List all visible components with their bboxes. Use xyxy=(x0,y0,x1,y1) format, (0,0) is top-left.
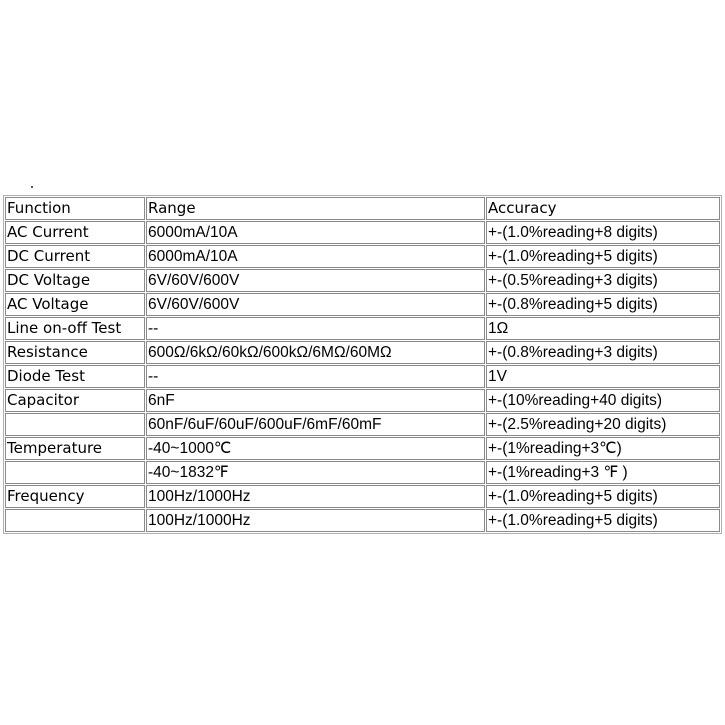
table-row xyxy=(5,317,720,340)
table-row xyxy=(5,413,720,436)
cell-accuracy: +-(1.0%reading+5 digits) xyxy=(486,485,720,508)
cell-accuracy: +-(1.0%reading+5 digits) xyxy=(486,245,720,268)
cell-accuracy: +-(0.8%reading+3 digits) xyxy=(486,341,720,364)
cell-range: 6V/60V/600V xyxy=(146,269,485,292)
cell-accuracy: 1Ω xyxy=(486,317,720,340)
table-body xyxy=(5,197,720,532)
specification-table xyxy=(3,195,722,534)
cell-range: -40~1000℃ xyxy=(146,437,485,460)
header-function: Function xyxy=(5,197,145,220)
table-row xyxy=(5,245,720,268)
table-row xyxy=(5,221,720,244)
cell-accuracy: +-(1%reading+3℃) xyxy=(486,437,720,460)
header-accuracy: Accuracy xyxy=(486,197,720,220)
cell-range: 6000mA/10A xyxy=(146,221,485,244)
table-row xyxy=(5,461,720,484)
cell-range: 100Hz/1000Hz xyxy=(146,509,485,532)
cell-range: -- xyxy=(146,365,485,388)
table-row xyxy=(5,269,720,292)
cell-range: 6000mA/10A xyxy=(146,245,485,268)
cell-accuracy: +-(1.0%reading+8 digits) xyxy=(486,221,720,244)
cell-function: DC Voltage xyxy=(5,269,145,292)
cell-range: 60nF/6uF/60uF/600uF/6mF/60mF xyxy=(146,413,485,436)
cell-function: Temperature xyxy=(5,437,145,460)
table-row xyxy=(5,485,720,508)
stray-dot xyxy=(31,186,33,188)
cell-range: -- xyxy=(146,317,485,340)
cell-function: AC Current xyxy=(5,221,145,244)
cell-accuracy: +-(0.8%reading+5 digits) xyxy=(486,293,720,316)
header-range: Range xyxy=(146,197,485,220)
table-row xyxy=(5,293,720,316)
cell-function: DC Current xyxy=(5,245,145,268)
cell-accuracy: +-(0.5%reading+3 digits) xyxy=(486,269,720,292)
cell-function: AC Voltage xyxy=(5,293,145,316)
cell-function: Resistance xyxy=(5,341,145,364)
cell-function xyxy=(5,461,145,484)
cell-accuracy: +-(2.5%reading+20 digits) xyxy=(486,413,720,436)
table-row xyxy=(5,437,720,460)
cell-accuracy: +-(1.0%reading+5 digits) xyxy=(486,509,720,532)
cell-function: Frequency xyxy=(5,485,145,508)
cell-function: Line on-off Test xyxy=(5,317,145,340)
cell-function xyxy=(5,413,145,436)
cell-function: Diode Test xyxy=(5,365,145,388)
cell-accuracy: +-(1%reading+3 ℉ ) xyxy=(486,461,720,484)
cell-function: Capacitor xyxy=(5,389,145,412)
cell-range: 6V/60V/600V xyxy=(146,293,485,316)
table-row xyxy=(5,389,720,412)
table-row xyxy=(5,365,720,388)
table-row xyxy=(5,509,720,532)
cell-range: 100Hz/1000Hz xyxy=(146,485,485,508)
cell-accuracy: +-(10%reading+40 digits) xyxy=(486,389,720,412)
cell-accuracy: 1V xyxy=(486,365,720,388)
cell-range: 600Ω/6kΩ/60kΩ/600kΩ/6MΩ/60MΩ xyxy=(146,341,485,364)
cell-range: 6nF xyxy=(146,389,485,412)
cell-function xyxy=(5,509,145,532)
table-header-row xyxy=(5,197,720,220)
cell-range: -40~1832℉ xyxy=(146,461,485,484)
table-row xyxy=(5,341,720,364)
